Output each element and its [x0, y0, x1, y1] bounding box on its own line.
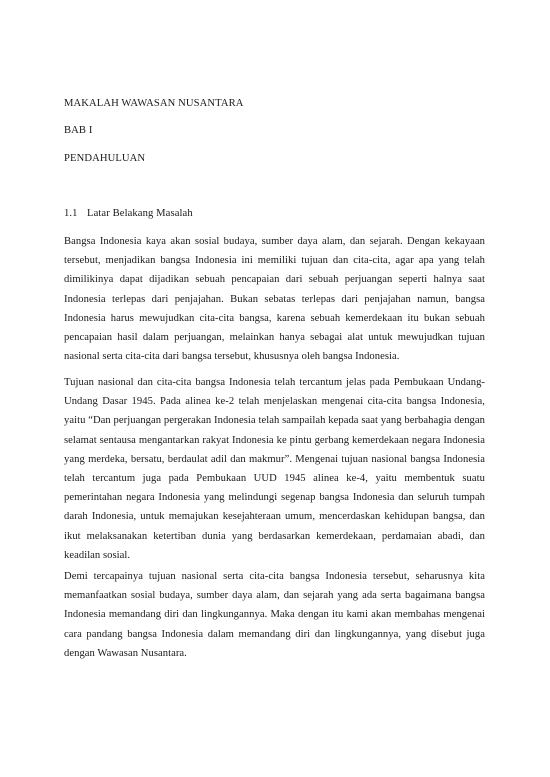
chapter-label: BAB I	[64, 125, 93, 136]
paragraph: Demi tercapainya tujuan nasional serta cita-cita bangsa Indonesia tersebut, seharusnya kita memanfaatkan sosial budaya, sumber daya alam, dan sejarah yang ada serta bagaimana bangsa Indonesia memandang diri dan lingkungannya. Maka dengan itu kami akan membahas mengenai cara pandang bangsa Indonesia dalam memandang diri dan lingkungannya, yang disebut juga dengan Wawasan Nusantara.	[64, 571, 485, 659]
document-title: MAKALAH WAWASAN NUSANTARA	[64, 98, 244, 109]
section-number: 1.1	[64, 208, 78, 219]
section-title: Latar Belakang Masalah	[87, 208, 193, 219]
section-heading	[64, 207, 193, 221]
paragraph: Tujuan nasional dan cita-cita bangsa Indonesia telah tercantum jelas pada Pembukaan Undang-Undang Dasar 1945. Pada alinea ke-2 telah menjelaskan mengenai cita-cita bangsa Indonesia, yaitu “Dan perjuangan pergerakan Indonesia telah sampailah kepada saat yang berbahagia dengan selamat sentausa mengantarkan rakyat Indonesia ke pintu gerbang kemerdekaan negara Indonesia yang merdeka, bersatu, berdaulat adil dan makmur”. Mengenai tujuan nasional bangsa Indonesia telah tercantum juga pada Pembukaan UUD 1945 alinea ke-4, yaitu membentuk suatu pemerintahan negara Indonesia yang melindungi segenap bangsa Indonesia dan seluruh tumpah darah Indonesia, untuk memajukan kesejahteraan umum, mencerdaskan kehidupan bangsa, dan ikut melaksanakan ketertiban dunia yang berdasarkan kemerdekaan, perdamaian abadi, dan keadilan sosial.	[64, 377, 485, 561]
chapter-title: PENDAHULUAN	[64, 153, 146, 164]
paragraph: Bangsa Indonesia kaya akan sosial budaya, sumber daya alam, dan sejarah. Dengan kekayaan tersebut, menjadikan bangsa Indonesia ini memiliki tujuan dan cita-cita, agar apa yang telah dimilikinya dapat dijadikan sebuah pencapaian dari sebuah perjuangan seperti halnya saat Indonesia terlepas dari penjajahan. Bukan sebatas terlepas dari penjajahan namun, bangsa Indonesia harus mewujudkan cita-cita bangsa, karena sebuah kemerdekaan itu bukan sebuah pencapaian hasil dalam perjuangan, melainkan hanya sebagai alat untuk mewujudkan tujuan nasional serta cita-cita dari bangsa tersebut, khususnya oleh bangsa Indonesia.	[64, 236, 485, 363]
